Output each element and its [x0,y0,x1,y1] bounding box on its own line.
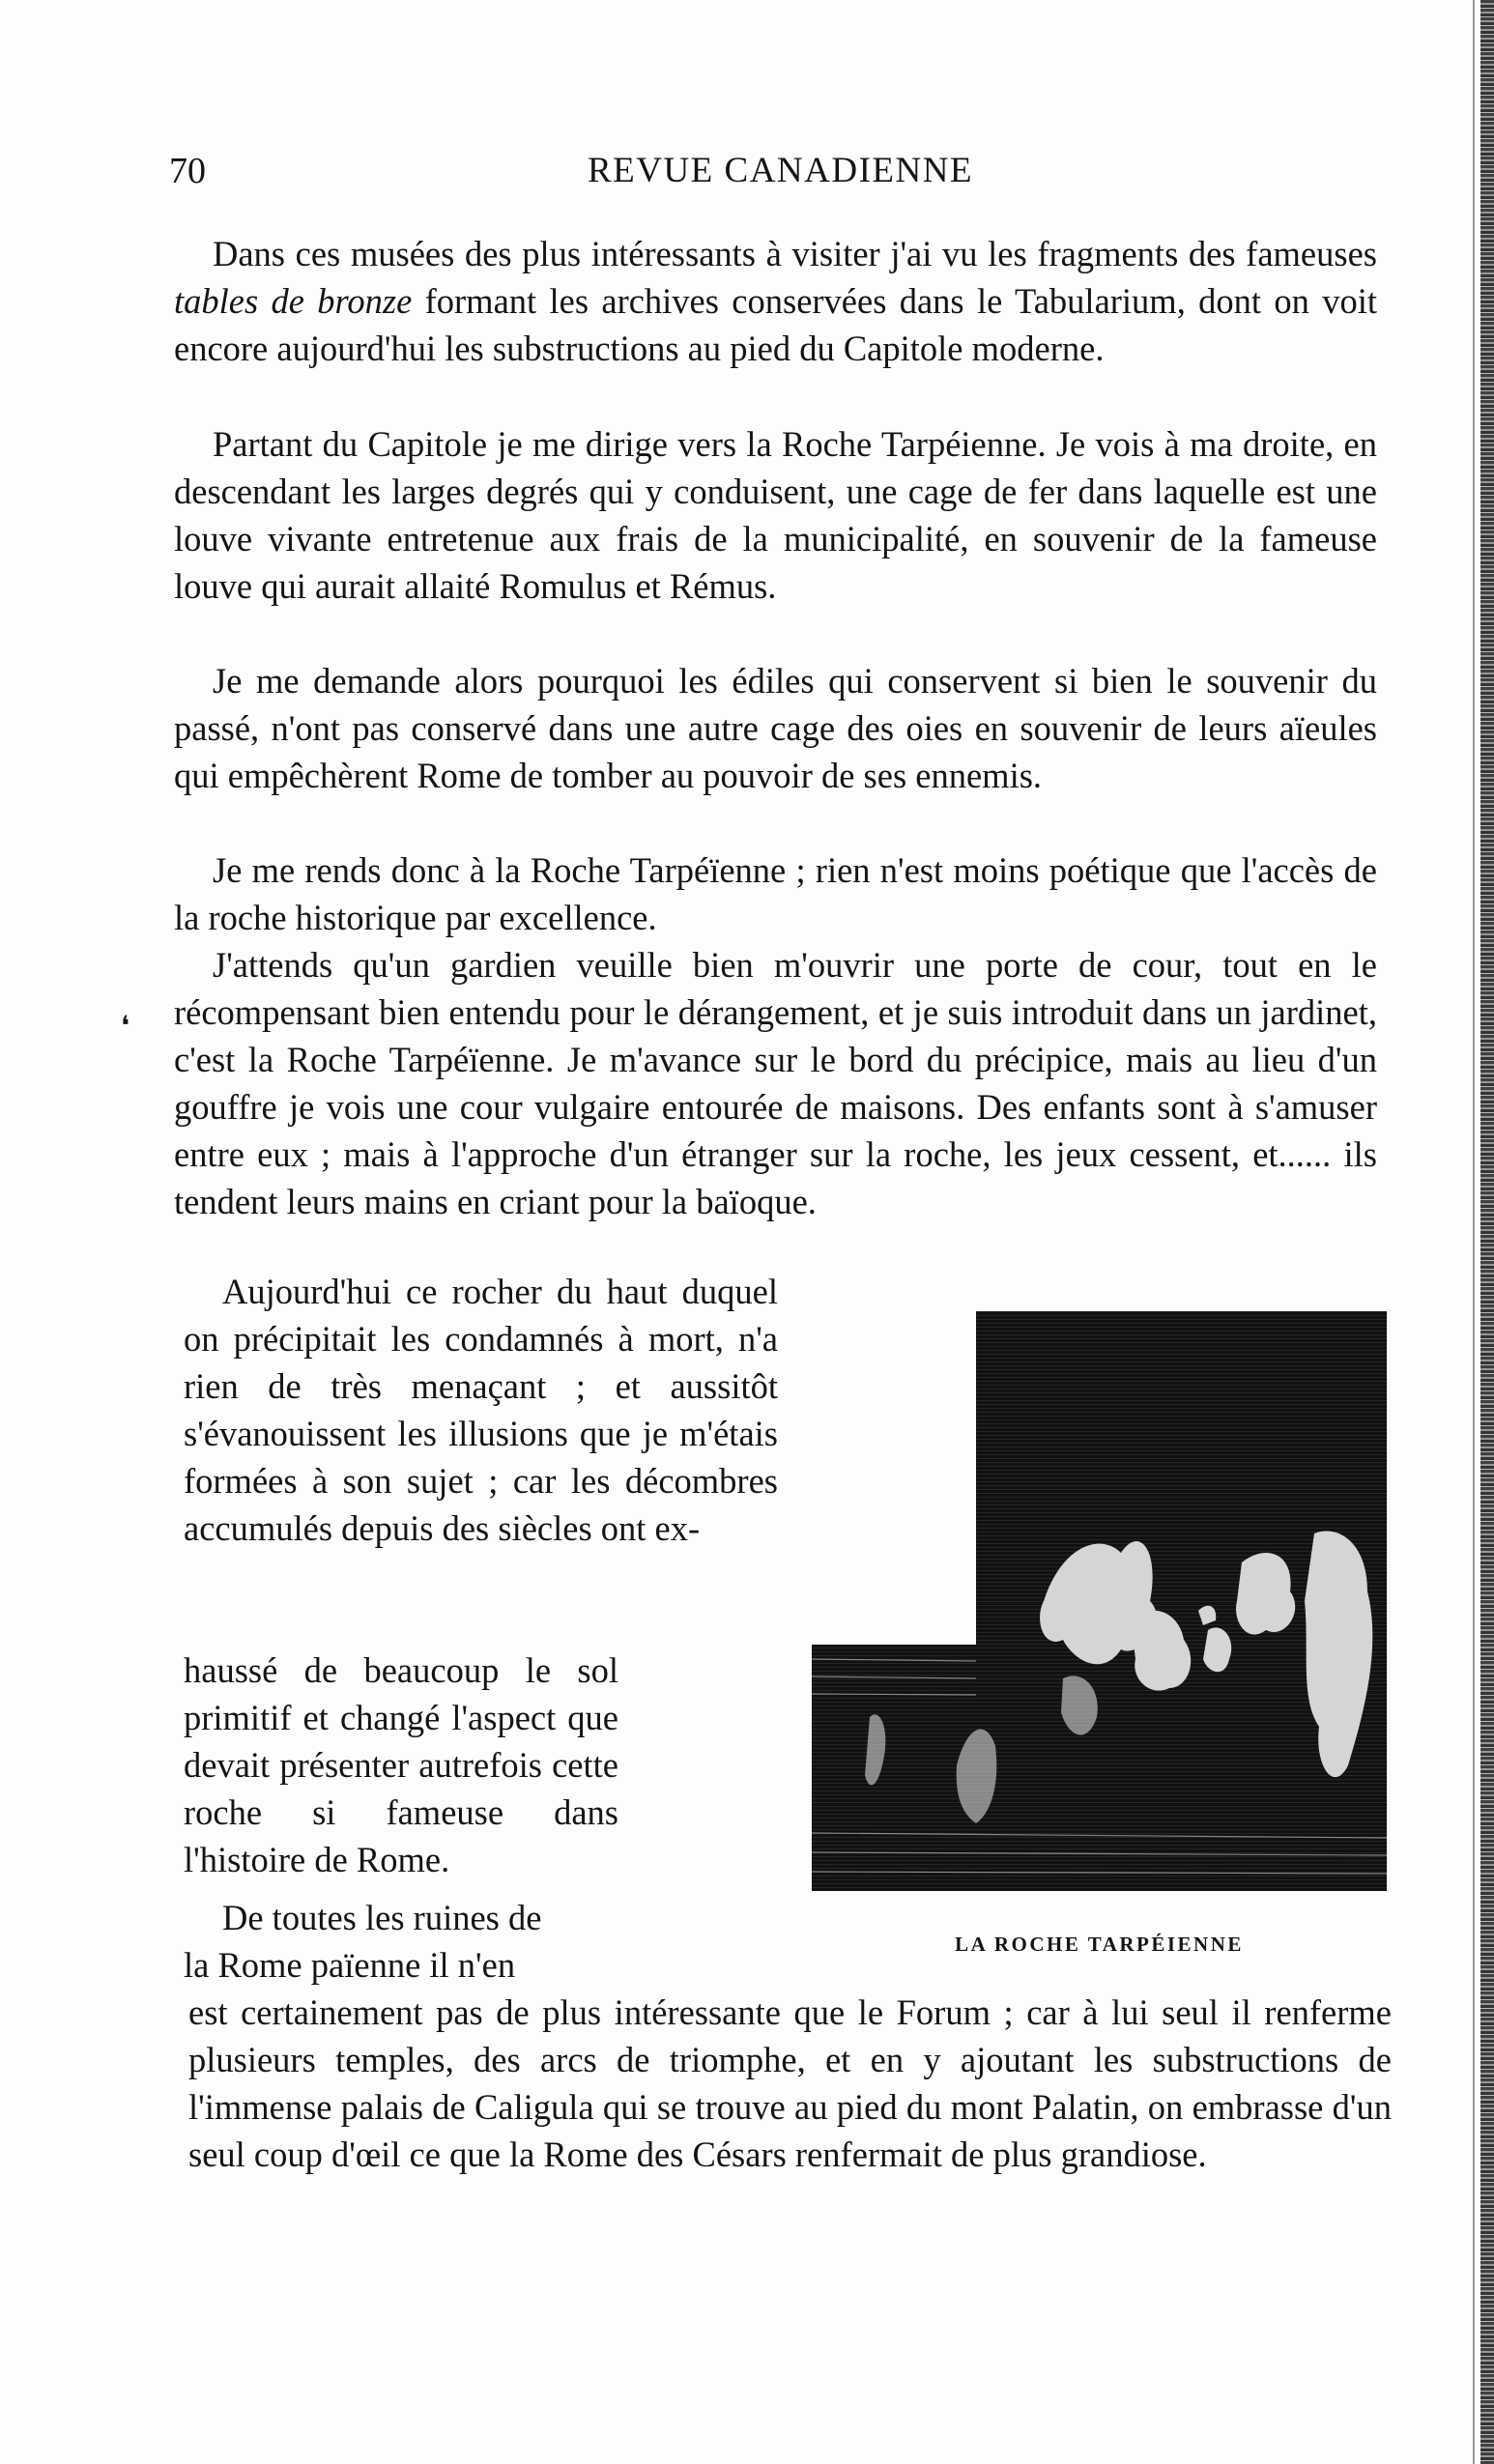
paragraph-4 [174,846,1377,941]
paragraph-6-text-bottom: haussé de beaucoup le sol primitif et changé l'aspect que devait présenter autrefois cette roche si fameuse dans l'histoire de Rome. [184,1650,618,1879]
page-edge-shading [1480,0,1494,2464]
paragraph-2 [174,420,1377,610]
paragraph-4-text: Je me rends donc à la Roche Tarpéïenne ; rien n'est moins poétique que l'accès de la roche historique par excellence. [174,850,1377,937]
paragraph-7-line-2: la Rome païenne il n'en [184,1945,516,1985]
paragraph-2-text: Partant du Capitole je me dirige vers la Roche Tarpéienne. Je vois à ma droite, en descendant les larges degrés qui y conduisent, une cage de fer dans laquelle est une louve vivante entretenue aux frais de la municipalité, en souvenir de la fameuse louve qui aurait allaité Romulus et Rémus. [174,424,1377,606]
page-header [169,150,1392,208]
page-number: 70 [169,151,206,191]
engraving-illustration [812,1311,1387,1891]
paragraph-1-text-a: Dans ces musées des plus intéressants à visiter j'ai vu les fragments des fameuses [213,234,1377,273]
paragraph-1 [174,230,1377,372]
paragraph-7-line-1: De toutes les ruines de [222,1898,542,1937]
page-edge-line [1473,0,1475,2464]
roche-tarpeienne-engraving [812,1311,1387,1891]
paragraph-3 [174,657,1377,799]
margin-mark: ❛ [121,1012,130,1042]
running-head: REVUE CANADIENNE [587,151,974,190]
paragraph-6-continued [184,1647,778,1883]
paragraph-5 [174,941,1377,1225]
paragraph-3-text: Je me demande alors pourquoi les édiles qui conservent si bien le souvenir du passé, n'ont pas conservé dans une autre cage des oies en souvenir de leurs aïeules qui empêchèrent Rome de tomber au pouvoir de ses ennemis. [174,661,1377,795]
figure-caption: LA ROCHE TARPÉIENNE [955,1933,1244,1956]
paragraph-7-start [184,1894,618,1989]
paragraph-7-rest: est certainement pas de plus intéressante que le Forum ; car à lui seul il renferme plusieurs temples, des arcs de triomphe, et en y ajoutant les substructions de l'immense palais de Caligula qui se trouve au pied du mont Palatin, on embrasse d'un seul coup d'œil ce que la Rome des Césars renfermait de plus grandiose. [188,1992,1392,2174]
paragraph-1-text-b: formant les archives conservées dans le Tabularium, dont on voit encore aujourd'hui les substructions au pied du Capitole moderne. [174,281,1377,368]
paragraph-5-text: J'attends qu'un gardien veuille bien m'ouvrir une porte de cour, tout en le récompensant bien entendu pour le dérangement, et je suis introduit dans un jardinet, c'est la Roche Tarpéïenne. Je m'avance sur le bord du précipice, mais au lieu d'un gouffre je vois une cour vulgaire entourée de maisons. Des enfants sont à s'amuser entre eux ; mais à l'approche d'un étranger sur la roche, les jeux cessent, et...... ils tendent leurs mains en criant pour la baïoque. [174,945,1377,1221]
paragraph-6-text-top: Aujourd'hui ce rocher du haut duquel on précipitait les condamnés à mort, n'a rien de très menaçant ; et aussitôt s'évanouissent les illusions que je m'étais formées à son sujet ; car les décombres accumulés depuis des siècles ont ex- [184,1272,778,1548]
paragraph-1-italic: tables de bronze [174,281,413,321]
